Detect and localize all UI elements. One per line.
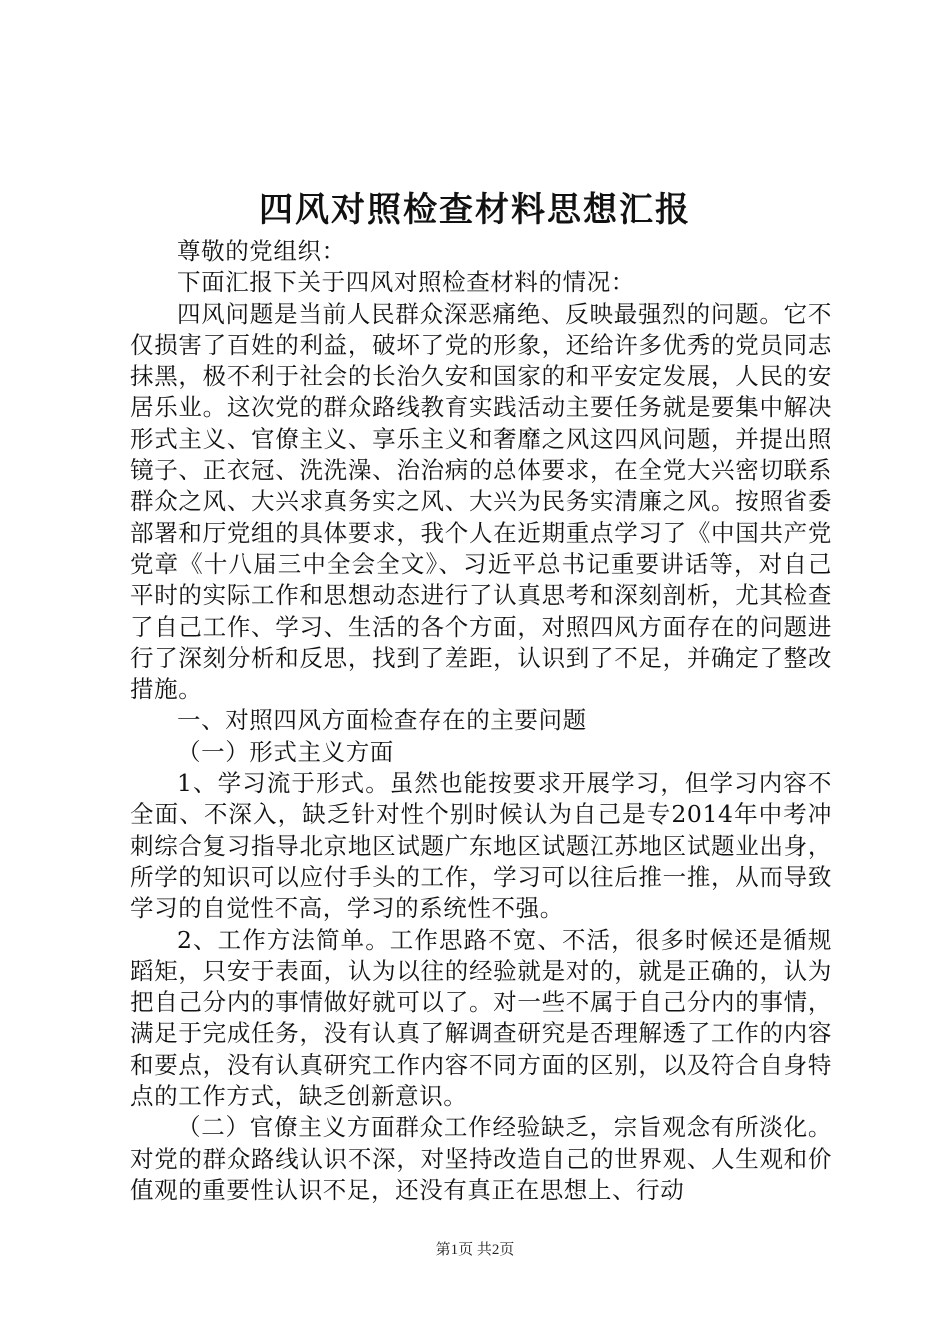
intro-paragraph: 下面汇报下关于四风对照检查材料的情况：	[177, 268, 635, 297]
body-paragraph: 2、工作方法简单。工作思路不宽、不活，很多时候还是循规蹈矩，只安于表面，认为以往的经验就是对的，就是正确的，认为把自己分内的事情做好就可以了。对一些不属于自己分内的事情，满足于完成任务，没有认真了解调查研究是否理解透了工作的内容和要点，没有认真研究工作内容不同方面的区别，以及符合自身特点的工作方式，缺乏创新意识。	[130, 925, 832, 1111]
page-footer: 第1页 共2页	[435, 1242, 515, 1258]
document-body	[130, 236, 832, 1206]
salutation: 尊敬的党组织：	[177, 237, 346, 265]
body-paragraph: 1、学习流于形式。虽然也能按要求开展学习，但学习内容不全面、不深入，缺乏针对性个别时候认为自己是专2014年中考冲刺综合复习指导北京地区试题广东地区试题江苏地区试题业出身，所学的知识可以应付手头的工作，学习可以往后推一推，从而导致学习的自觉性不高，学习的系统性不强。	[130, 769, 832, 923]
document-title: 四风对照检查材料思想汇报	[259, 190, 691, 230]
section-heading: 一、对照四风方面检查存在的主要问题	[177, 706, 587, 735]
body-paragraph: 四风问题是当前人民群众深恶痛绝、反映最强烈的问题。它不仅损害了百姓的利益，破坏了党的形象，还给许多优秀的党员同志抹黑，极不利于社会的长治久安和国家的和平安定发展，人民的安居乐业。这次党的群众路线教育实践活动主要任务就是要集中解决形式主义、官僚主义、享乐主义和奢靡之风这四风问题，并提出照镜子、正衣冠、洗洗澡、治治病的总体要求，在全党大兴密切联系群众之风、大兴求真务实之风、大兴为民务实清廉之风。按照省委部署和厅党组的具体要求，我个人在近期重点学习了《中国共产党党章《十八届三中全会全文》、习近平总书记重要讲话等，对自己平时的实际工作和思想动态进行了认真思考和深刻剖析，尤其检查了自己工作、学习、生活的各个方面，对照四风方面存在的问题进行了深刻分析和反思，找到了差距，认识到了不足，并确定了整改措施。	[130, 299, 832, 704]
subsection-heading: （一）形式主义方面	[177, 737, 394, 766]
body-paragraph: （二）官僚主义方面群众工作经验缺乏，宗旨观念有所淡化。对党的群众路线认识不深，对坚持改造自己的世界观、人生观和价值观的重要性认识不足，还没有真正在思想上、行动	[130, 1113, 832, 1204]
